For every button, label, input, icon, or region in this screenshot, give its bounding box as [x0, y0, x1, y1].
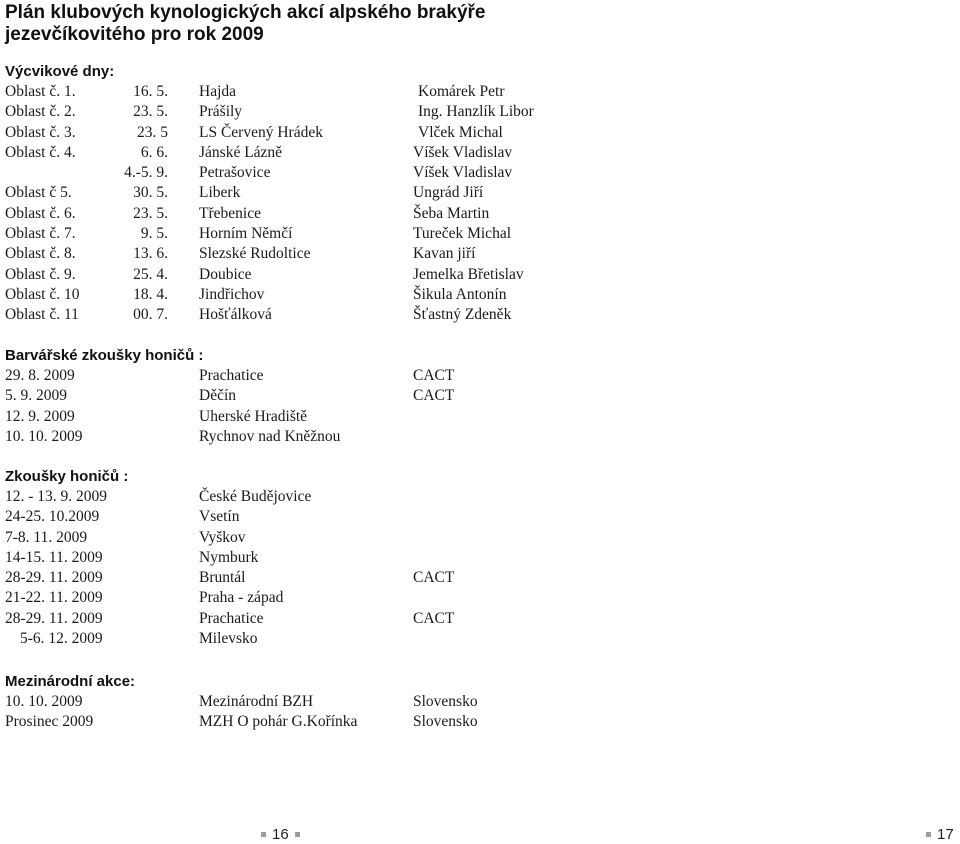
place-cell: Doubice — [199, 265, 252, 283]
date-cell: 16. 5. — [133, 83, 168, 100]
date-cell: 29. 8. 2009 — [5, 367, 75, 384]
region-cell: Oblast č 5. — [5, 184, 72, 202]
date-cell: 14-15. 11. 2009 — [5, 548, 103, 566]
date-cell: 9. 5. — [140, 225, 168, 243]
table-row — [5, 224, 512, 244]
training-days-list — [5, 82, 534, 326]
table-row — [5, 568, 455, 588]
place-cell: LS Červený Hrádek — [199, 123, 323, 141]
place-cell: Hošťálková — [199, 306, 272, 324]
table-row — [5, 427, 341, 447]
date-cell: 4.-5. 9. — [124, 164, 168, 182]
square-bullet-icon — [295, 832, 300, 837]
place-cell: Jindřichov — [199, 285, 265, 303]
table-row — [5, 183, 484, 203]
section-heading: Zkoušky honičů : — [5, 468, 129, 485]
region-cell: Oblast č. 7. — [5, 225, 76, 243]
place-cell: Třebenice — [199, 204, 261, 222]
tracking-tests-section — [5, 346, 455, 447]
note-cell: CACT — [413, 367, 455, 384]
person-cell: Kavan jiří — [413, 245, 476, 263]
person-cell: Komárek Petr — [418, 83, 505, 100]
place-cell: České Budějovice — [199, 488, 312, 505]
person-cell: Šikula Antonín — [413, 285, 507, 303]
table-row — [5, 588, 284, 608]
date-cell: 25. 4. — [133, 265, 168, 283]
note-cell: Slovensko — [413, 693, 478, 710]
date-cell: 28-29. 11. 2009 — [5, 569, 103, 587]
table-row — [5, 507, 240, 527]
date-cell: 6. 6. — [140, 143, 168, 161]
region-cell: Oblast č. 6. — [5, 204, 76, 222]
person-cell: Víšek Vladislav — [413, 164, 513, 182]
section-heading: Mezinárodní akce: — [5, 673, 136, 690]
date-cell: 5. 9. 2009 — [5, 387, 67, 405]
place-cell: Prachatice — [199, 609, 264, 627]
date-cell: 28-29. 11. 2009 — [5, 609, 103, 627]
international-events-section — [5, 672, 478, 733]
person-cell: Ungrád Jiří — [413, 184, 484, 202]
person-cell: Šeba Martin — [413, 204, 490, 222]
date-cell: 13. 6. — [133, 245, 168, 263]
date-cell: 7-8. 11. 2009 — [5, 528, 88, 546]
page-title-line-2: jezevčíkovitého pro rok 2009 — [5, 24, 264, 45]
place-cell: Milevsko — [199, 630, 258, 648]
table-row — [5, 163, 513, 183]
place-cell: Nymburk — [199, 548, 259, 566]
table-row — [5, 712, 478, 732]
page-number-right — [920, 826, 954, 844]
table-row — [5, 407, 308, 427]
table-row — [5, 305, 512, 325]
page-number-left — [255, 826, 306, 844]
table-row — [5, 123, 503, 143]
table-row — [5, 204, 490, 224]
region-cell: Oblast č. 10 — [5, 285, 80, 303]
place-cell: Mezinárodní BZH — [199, 693, 314, 710]
place-cell: Horním Němčí — [199, 225, 293, 243]
date-cell: 23. 5. — [133, 103, 168, 121]
place-cell: Praha - západ — [199, 589, 284, 607]
place-cell: Prášily — [199, 103, 243, 121]
date-cell: 30. 5. — [133, 184, 168, 202]
table-row — [5, 487, 312, 507]
table-row — [5, 366, 455, 386]
date-cell: 18. 4. — [133, 285, 168, 303]
date-cell: 24-25. 10.2009 — [5, 508, 100, 526]
square-bullet-icon — [261, 832, 266, 837]
note-cell: Slovensko — [413, 713, 478, 731]
page-title-line-1: Plán klubových kynologických akcí alpského brakýře — [5, 2, 486, 23]
place-cell: Rychnov nad Kněžnou — [199, 427, 341, 445]
table-row — [5, 528, 246, 548]
table-row — [5, 609, 455, 629]
place-cell: Uherské Hradiště — [199, 407, 308, 425]
person-cell: Ing. Hanzlík Libor — [418, 103, 534, 121]
place-cell: Petrašovice — [199, 164, 271, 182]
table-row — [5, 143, 513, 163]
table-row — [5, 629, 258, 649]
hound-tests-section — [5, 467, 455, 649]
date-cell: 23. 5 — [137, 123, 168, 141]
table-row — [5, 244, 476, 264]
note-cell: CACT — [413, 569, 455, 587]
place-cell: Jánské Lázně — [199, 143, 283, 161]
square-bullet-icon — [926, 832, 931, 837]
date-cell: 12. - 13. 9. 2009 — [5, 488, 108, 505]
place-cell: Děčín — [199, 387, 237, 405]
table-row — [5, 265, 524, 285]
place-cell: Bruntál — [199, 569, 246, 587]
person-cell: Vlček Michal — [418, 123, 503, 141]
person-cell: Víšek Vladislav — [413, 143, 513, 161]
place-cell: MZH O pohár G.Kořínka — [199, 713, 358, 731]
region-cell: Oblast č. 2. — [5, 103, 76, 121]
place-cell: Vsetín — [199, 508, 240, 526]
table-row — [5, 548, 259, 568]
place-cell: Prachatice — [199, 367, 264, 384]
table-row — [5, 692, 478, 712]
date-cell: 10. 10. 2009 — [5, 427, 83, 445]
place-cell: Hajda — [199, 83, 237, 100]
person-cell: Tureček Michal — [413, 225, 512, 243]
page-title — [5, 2, 485, 46]
note-cell: CACT — [413, 387, 455, 405]
date-cell: 21-22. 11. 2009 — [5, 589, 103, 607]
date-cell: 12. 9. 2009 — [5, 407, 75, 425]
region-cell: Oblast č. 1. — [5, 83, 76, 100]
page-number-left-text: 16 — [272, 826, 289, 843]
person-cell: Jemelka Břetislav — [413, 265, 524, 283]
region-cell: Oblast č. 8. — [5, 245, 76, 263]
region-cell: Oblast č. 4. — [5, 143, 76, 161]
place-cell: Liberk — [199, 184, 241, 202]
date-cell: Prosinec 2009 — [5, 713, 94, 731]
region-cell: Oblast č. 9. — [5, 265, 76, 283]
table-row — [5, 386, 455, 406]
place-cell: Vyškov — [199, 528, 246, 546]
date-cell: 5-6. 12. 2009 — [20, 630, 103, 648]
training-days-section — [5, 62, 534, 326]
section-heading: Barvářské zkoušky honičů : — [5, 347, 204, 364]
table-row — [5, 82, 505, 102]
date-cell: 23. 5. — [133, 204, 168, 222]
person-cell: Šťastný Zdeněk — [413, 306, 512, 324]
note-cell: CACT — [413, 609, 455, 627]
page-number-right-text: 17 — [937, 826, 954, 843]
section-heading: Výcvikové dny: — [5, 63, 115, 80]
place-cell: Slezské Rudoltice — [199, 245, 311, 263]
date-cell: 00. 7. — [133, 306, 168, 324]
date-cell: 10. 10. 2009 — [5, 693, 83, 710]
region-cell: Oblast č. 11 — [5, 306, 79, 324]
table-row — [5, 285, 507, 305]
region-cell: Oblast č. 3. — [5, 123, 76, 141]
table-row — [5, 102, 534, 122]
